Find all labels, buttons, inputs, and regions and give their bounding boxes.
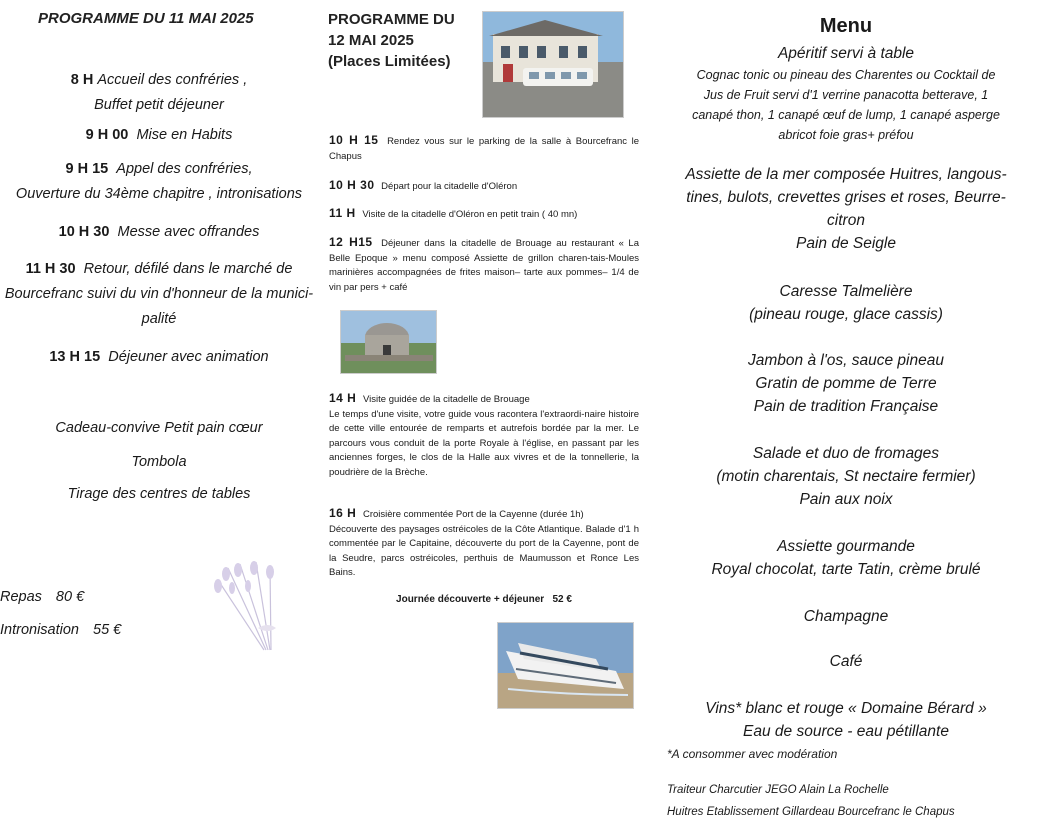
price-label: Repas: [0, 589, 42, 605]
menu-line: tines, bulots, crevettes grises et roses, Beurre-: [686, 189, 1006, 206]
price-intronisation: [0, 622, 121, 638]
item-text: Visite guidée de la citadelle de Brouage: [363, 394, 530, 405]
c2-item-12h15: [329, 235, 639, 295]
lavender-illustration: [208, 558, 290, 658]
item-text2: Buffet petit déjeuner: [94, 97, 224, 113]
programme-12-mai-title: [328, 9, 478, 72]
item-time: 16 H: [329, 506, 357, 520]
item-time: 10 H 30: [329, 178, 375, 192]
title-line2: 12 MAI 2025: [328, 32, 414, 49]
item-text: Accueil des confréries ,: [97, 72, 248, 88]
menu-line: Gratin de pomme de Terre: [755, 375, 937, 392]
c2-item-10h30: [329, 178, 639, 195]
menu-line: abricot foie gras+ préfou: [778, 128, 914, 142]
item-desc: Le temps d'une visite, votre guide vous racontera l'extraordi-naire histoire de cette ville entourée de remparts et autrefois bordée par la mer. Le parcours vous conduit de la porte Royale à l'église, en passant par les anciennes forges, le clos de la Halle aux vivres et de la tonnellerie, la poudrière de la Brèche.: [329, 408, 639, 478]
item-time: 10 H 15: [329, 133, 379, 147]
menu-note: *A consommer avec modération: [667, 747, 838, 761]
menu-title: Menu: [819, 15, 873, 37]
item-9h15: [0, 157, 318, 207]
menu-caresse: [660, 280, 1032, 326]
item-text: Départ pour la citadelle d'Oléron: [381, 181, 518, 192]
menu-line: Caresse Talmelière: [779, 283, 913, 300]
item-time: 8 H: [70, 72, 94, 88]
item-time: 9 H 00: [85, 127, 129, 143]
item-text: Visite de la citadelle d'Oléron en petit train ( 40 mn): [362, 209, 578, 220]
programme-11-mai-title: PROGRAMME DU 11 MAI 2025: [38, 10, 254, 27]
item-text: Déjeuner avec animation: [108, 349, 269, 365]
item-text: Retour, défilé dans le marché de: [83, 261, 293, 277]
journee-price: Journée découverte + déjeuner 52 €: [396, 594, 572, 605]
menu-line: (motin charentais, St nectaire fermier): [716, 468, 976, 485]
item-time: 11 H: [329, 206, 356, 220]
menu-jambon: [660, 349, 1032, 418]
item-text: Croisière commentée Port de la Cayenne (durée 1h): [363, 509, 584, 520]
item-time: 9 H 15: [65, 161, 109, 177]
extra-tirage: Tirage des centres de tables: [67, 486, 251, 502]
item-8h: [0, 68, 318, 118]
price-value: 80 €: [55, 589, 85, 605]
item-text: Messe avec offrandes: [117, 224, 260, 240]
price-value: 55 €: [93, 622, 122, 638]
item-10h30: [0, 220, 318, 245]
photo-cruise-boat: [497, 622, 634, 709]
menu-line: Assiette de la mer composée Huitres, langous-: [685, 166, 1007, 183]
menu-line: Pain aux noix: [799, 491, 893, 508]
menu-line: Salade et duo de fromages: [752, 445, 940, 462]
menu-line: Apéritif servi à table: [777, 45, 915, 62]
extra-cadeau: Cadeau-convive Petit pain cœur: [55, 420, 263, 436]
menu-line: Pain de tradition Française: [753, 398, 939, 415]
menu-assiette-mer: [660, 163, 1032, 255]
menu-line: Assiette gourmande: [777, 538, 915, 555]
menu-line: Jus de Fruit servi d'1 verrine panacotta betterave, 1: [703, 88, 989, 102]
menu-aperitif: [660, 42, 1032, 145]
item-text: Appel des confréries,: [116, 161, 253, 177]
c2-item-11h: [329, 206, 639, 223]
item-text2: Ouverture du 34ème chapitre , intronisations: [15, 186, 303, 202]
item-time: 11 H 30: [25, 261, 76, 277]
menu-line: citron: [827, 212, 865, 229]
c2-item-16h: [329, 506, 639, 581]
item-text3: palité: [141, 311, 177, 327]
item-text: Déjeuner dans la citadelle de Brouage au restaurant « La Belle Epoque » menu composé Assiette de grillon charen-tais-Moules marinières accompagnées de frites maison– tarte aux pommes– 1/4 de vin par pers + café: [329, 238, 639, 293]
item-time: 14 H: [329, 391, 357, 405]
item-text: Rendez vous sur le parking de la salle à Bourcefranc le Chapus: [329, 136, 640, 162]
menu-line: Cognac tonic ou pineau des Charentes ou Cocktail de: [696, 68, 996, 82]
price-repas: [0, 589, 84, 605]
item-13h15: [0, 345, 318, 370]
item-text: Mise en Habits: [136, 127, 233, 143]
menu-line: canapé thon, 1 canapé œuf de lump, 1 canapé asperge: [692, 108, 1000, 122]
title-line1: PROGRAMME DU: [328, 11, 455, 28]
item-desc: Découverte des paysages ostréicoles de la Côte Atlantique. Balade d'1 h commentée par le Capitaine, découverte du port de la Cayenne, pont de la Seudre, parcs ostréicoles, perthuis de Maumusson et Ronce Les Bains.: [329, 523, 639, 578]
menu-vins: [660, 697, 1032, 743]
item-time: 13 H 15: [49, 349, 101, 365]
c2-item-14h: [329, 391, 639, 480]
menu-line: Pain de Seigle: [796, 235, 896, 252]
photo-citadel: [340, 310, 437, 374]
item-11h30: [0, 257, 318, 332]
photo-station-building: [482, 11, 624, 118]
price-label: Intronisation: [0, 622, 79, 638]
menu-line: Royal chocolat, tarte Tatin, crème brulé: [711, 561, 981, 578]
menu-champagne: Champagne: [803, 608, 889, 625]
menu-dessert: [660, 535, 1032, 581]
menu-line: Vins* blanc et rouge « Domaine Bérard »: [705, 700, 987, 717]
item-time: 10 H 30: [58, 224, 110, 240]
item-time: 12 H15: [329, 235, 373, 249]
title-line3: (Places Limitées): [328, 53, 451, 70]
menu-cafe: Café: [829, 653, 863, 670]
menu-line: Jambon à l'os, sauce pineau: [748, 352, 944, 369]
menu-line: (pineau rouge, glace cassis): [749, 306, 943, 323]
menu-line: Eau de source - eau pétillante: [743, 723, 949, 740]
extra-tombola: Tombola: [131, 454, 187, 470]
caterer-2: Huitres Etablissement Gillardeau Bourcefranc le Chapus: [667, 806, 955, 818]
item-9h00: [0, 123, 318, 148]
item-text2: Bourcefranc suivi du vin d'honneur de la munici-: [4, 286, 314, 302]
caterer-1: Traiteur Charcutier JEGO Alain La Rochelle: [667, 784, 889, 796]
menu-salade: [660, 442, 1032, 511]
c2-item-10h15: [329, 133, 639, 164]
